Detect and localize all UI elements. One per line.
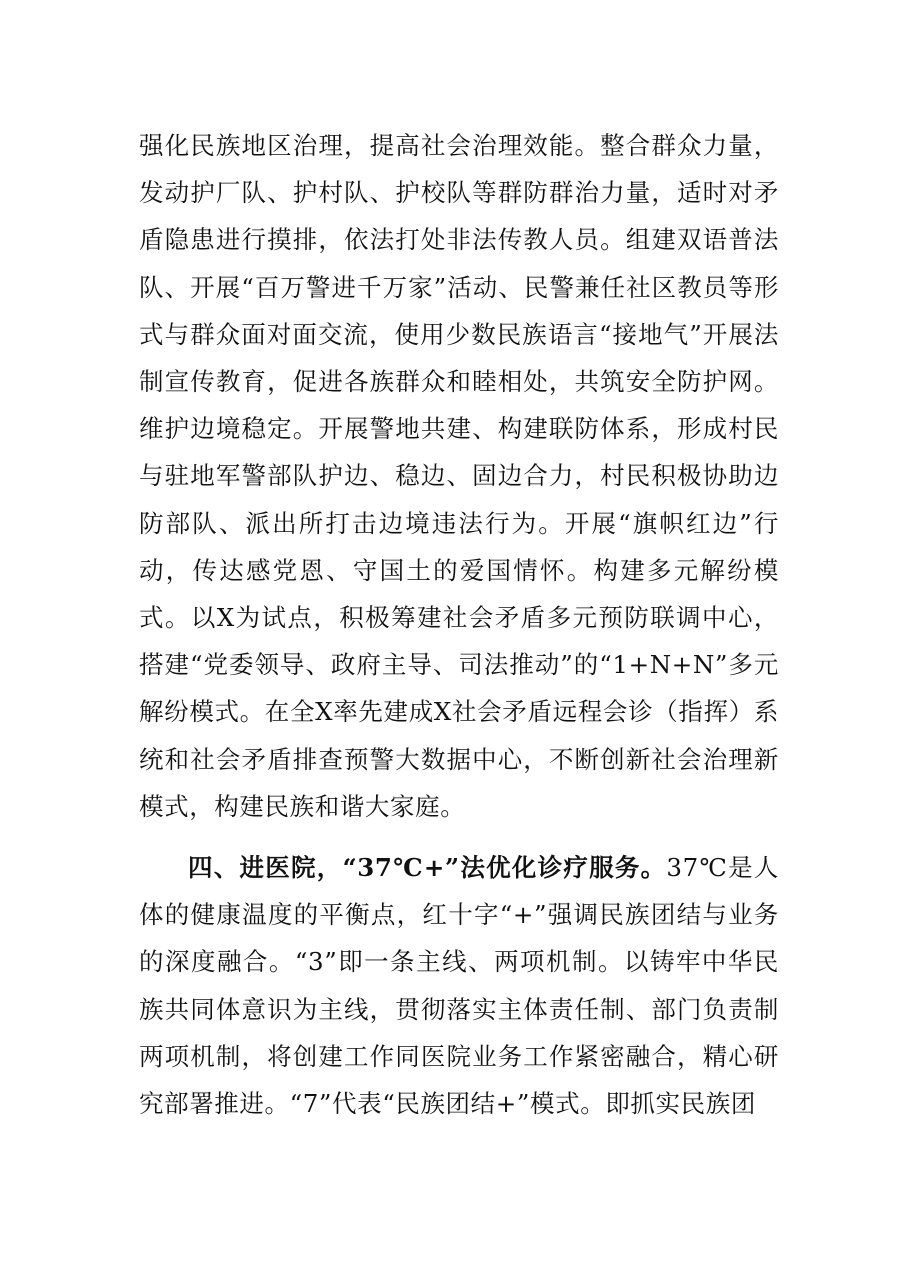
- paragraph-ethnic-governance: 强化民族地区治理，提高社会治理效能。整合群众力量，发动护厂队、护村队、护校队等群防群治力量，适时对矛盾隐患进行摸排，依法打处非法传教人员。组建双语普法队、开展“百万警进千万家”活动、民警兼任社区教员等形式与群众面对面交流，使用少数民族语言“接地气”开展法制宣传教育，促进各族群众和睦相处，共筑安全防护网。维护边境稳定。开展警地共建、构建联防体系，形成村民与驻地军警部队护边、稳边、固边合力，村民积极协助边防部队、派出所打击边境违法行为。开展“旗帜红边”行动，传达感党恩、守国土的爱国情怀。构建多元解纷模式。以X为试点，积极筹建社会矛盾多元预防联调中心，搭建“党委领导、政府主导、司法推动”的“1+N+N”多元解纷模式。在全X率先建成X社会矛盾远程会诊（指挥）系统和社会矛盾排查预警大数据中心，不断创新社会治理新模式，构建民族和谐大家庭。: [139, 131, 779, 821]
- paragraph-hospital-service: [139, 844, 779, 1127]
- section-heading-hospital: 四、进医院，“37℃+”法优化诊疗服务。: [188, 853, 667, 883]
- document-body: [139, 122, 779, 1127]
- paragraph-hospital-text: 37℃是人体的健康温度的平衡点，红十字“+”强调民族团结与业务的深度融合。“3”即一条主线、两项机制。以铸牢中华民族共同体意识为主线，贯彻落实主体责任制、部门负责制两项机制，将创建工作同医院业务工作紧密融合，精心研究部署推进。“7”代表“民族团结+”模式。即抓实民族团: [139, 853, 779, 1119]
